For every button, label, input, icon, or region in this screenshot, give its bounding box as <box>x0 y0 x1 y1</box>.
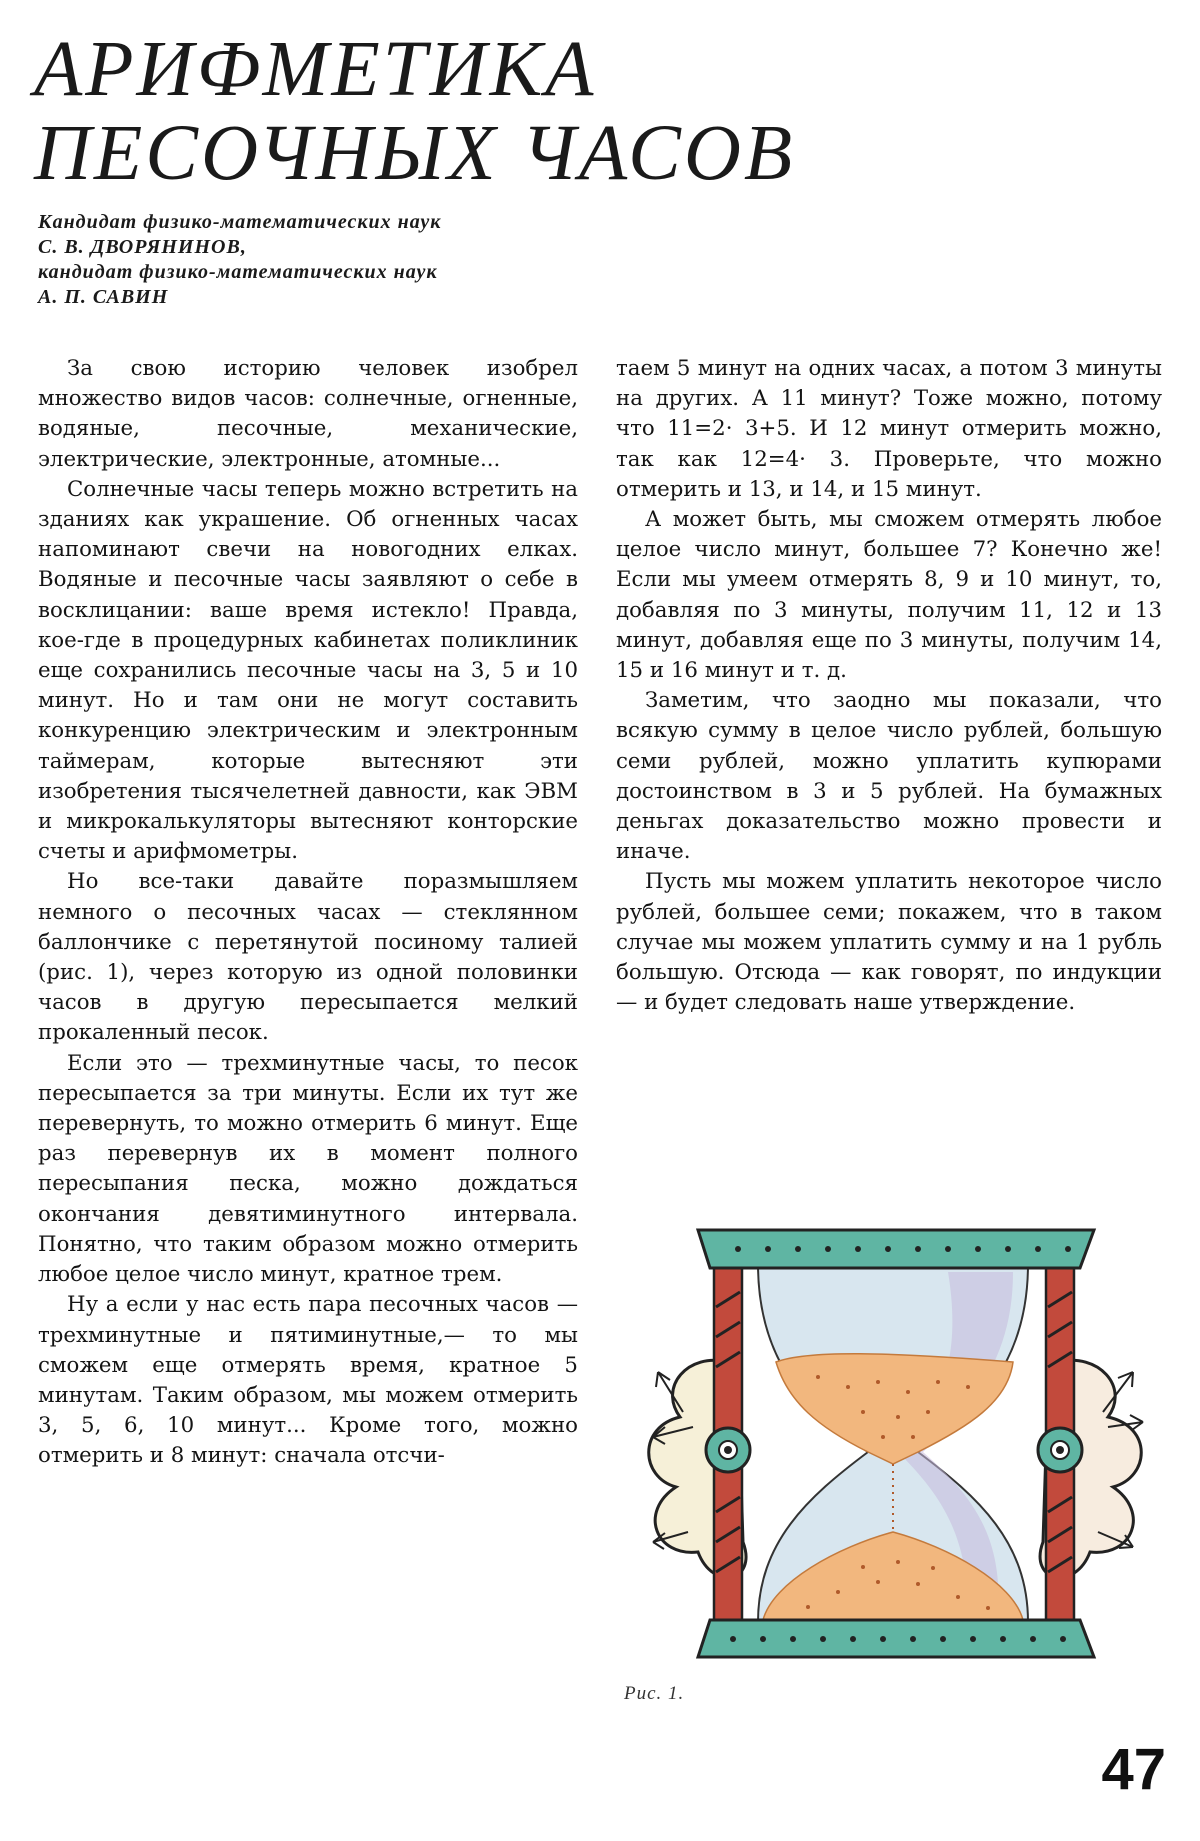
author-degree-1: Кандидат физико-математических наук <box>38 211 442 233</box>
hourglass-illustration <box>618 1212 1170 1678</box>
left-column <box>38 354 578 1472</box>
author-degree-2: кандидат физико-математических наук <box>38 261 438 283</box>
top-frame <box>698 1230 1094 1268</box>
author-name-2: А. П. САВИН <box>38 286 169 308</box>
page-number: 47 <box>1101 1737 1166 1802</box>
paragraph: Пусть мы можем уплатить некоторое число рублей, большее семи; покажем, что в таком случае мы можем уплатить сумму и на 1 рубль большую. Отсюда — как говорят, по индукции — и будет следовать наше утверждение. <box>616 869 1162 1016</box>
author-byline <box>38 210 441 310</box>
paragraph: Ну а если у нас есть пара песочных часов — трехминутные и пятиминутные,— то мы сможем еще отмерять время, кратное 5 минутам. Таким образом, мы можем отмерить 3, 5, 6, 10 минут... Кроме того, можно отмерить и 8 минут: сначала отсчи- <box>38 1292 578 1469</box>
right-column <box>616 354 1162 1018</box>
paragraph: Заметим, что заодно мы показали, что всякую сумму в целое число рублей, большую семи рублей, можно уплатить купюрами достоинством в 3 и 5 рублей. На бумажных деньгах доказательство можно провести и иначе. <box>616 688 1162 865</box>
top-sand <box>776 1354 1013 1464</box>
paragraph: таем 5 минут на одних часах, а потом 3 минуты на других. А 11 минут? Тоже можно, потому что 11=2· 3+5. И 12 минут отмерить можно, так как 12=4· 3. Проверьте, что можно отмерить и 13, и 14, и 15 минут. <box>616 356 1162 502</box>
paragraph: Если это — трехминутные часы, то песок пересыпается за три минуты. Если их тут же перевернуть, то можно отмерить 6 минут. Еще раз перевернув их в момент полного пересыпания песка, можно дождаться окончания девятиминутного интервала. Понятно, что таким образом можно отмерить любое целое число минут, кратное трем. <box>38 1050 578 1288</box>
paragraph: За свою историю человек изобрел множество видов часов: солнечные, огненные, водяные, песочные, механические, электрические, электронные, атомные... <box>38 356 578 472</box>
hourglass-figure <box>618 1212 1170 1678</box>
paragraph: А может быть, мы сможем отмерять любое целое число минут, большее 7? Конечно же! Если мы умеем отмерять 8, 9 и 10 минут, то, добавляя по 3 минуты, получим 11, 12 и 13 минут, добавляя еще по 3 минуты, получим 14, 15 и 16 минут и т. д. <box>616 507 1162 684</box>
paragraph: Но все-таки давайте поразмышляем немного о песочных часах — стеклянном баллончике с перетянутой посиному талией (рис. 1), через которую из одной половинки часов в другую пересыпается мелкий прокаленный песок. <box>38 869 578 1046</box>
article-title <box>34 28 795 196</box>
figure-caption: Рис. 1. <box>624 1683 685 1704</box>
paragraph: Солнечные часы теперь можно встретить на зданиях как украшение. Об огненных часах напоминают свечи на новогодних елках. Водяные и песочные часы заявляют о себе в восклицании: ваше время истекло! Правда, кое-где в процедурных кабинетах поликлиник еще сохранились песочные часы на 3, 5 и 10 минут. Но и там они не могут составить конкуренцию электрическим и электронным таймерам, которые вытесняют эти изобретения тысячелетней давности, как ЭВМ и микрокалькуляторы вытесняют конторские счеты и арифмометры. <box>38 476 578 865</box>
title-line-1: АРИФМЕТИКА <box>34 26 597 113</box>
author-name-1: С. В. ДВОРЯНИНОВ, <box>38 236 247 258</box>
title-line-2: ПЕСОЧНЫХ ЧАСОВ <box>34 110 796 197</box>
